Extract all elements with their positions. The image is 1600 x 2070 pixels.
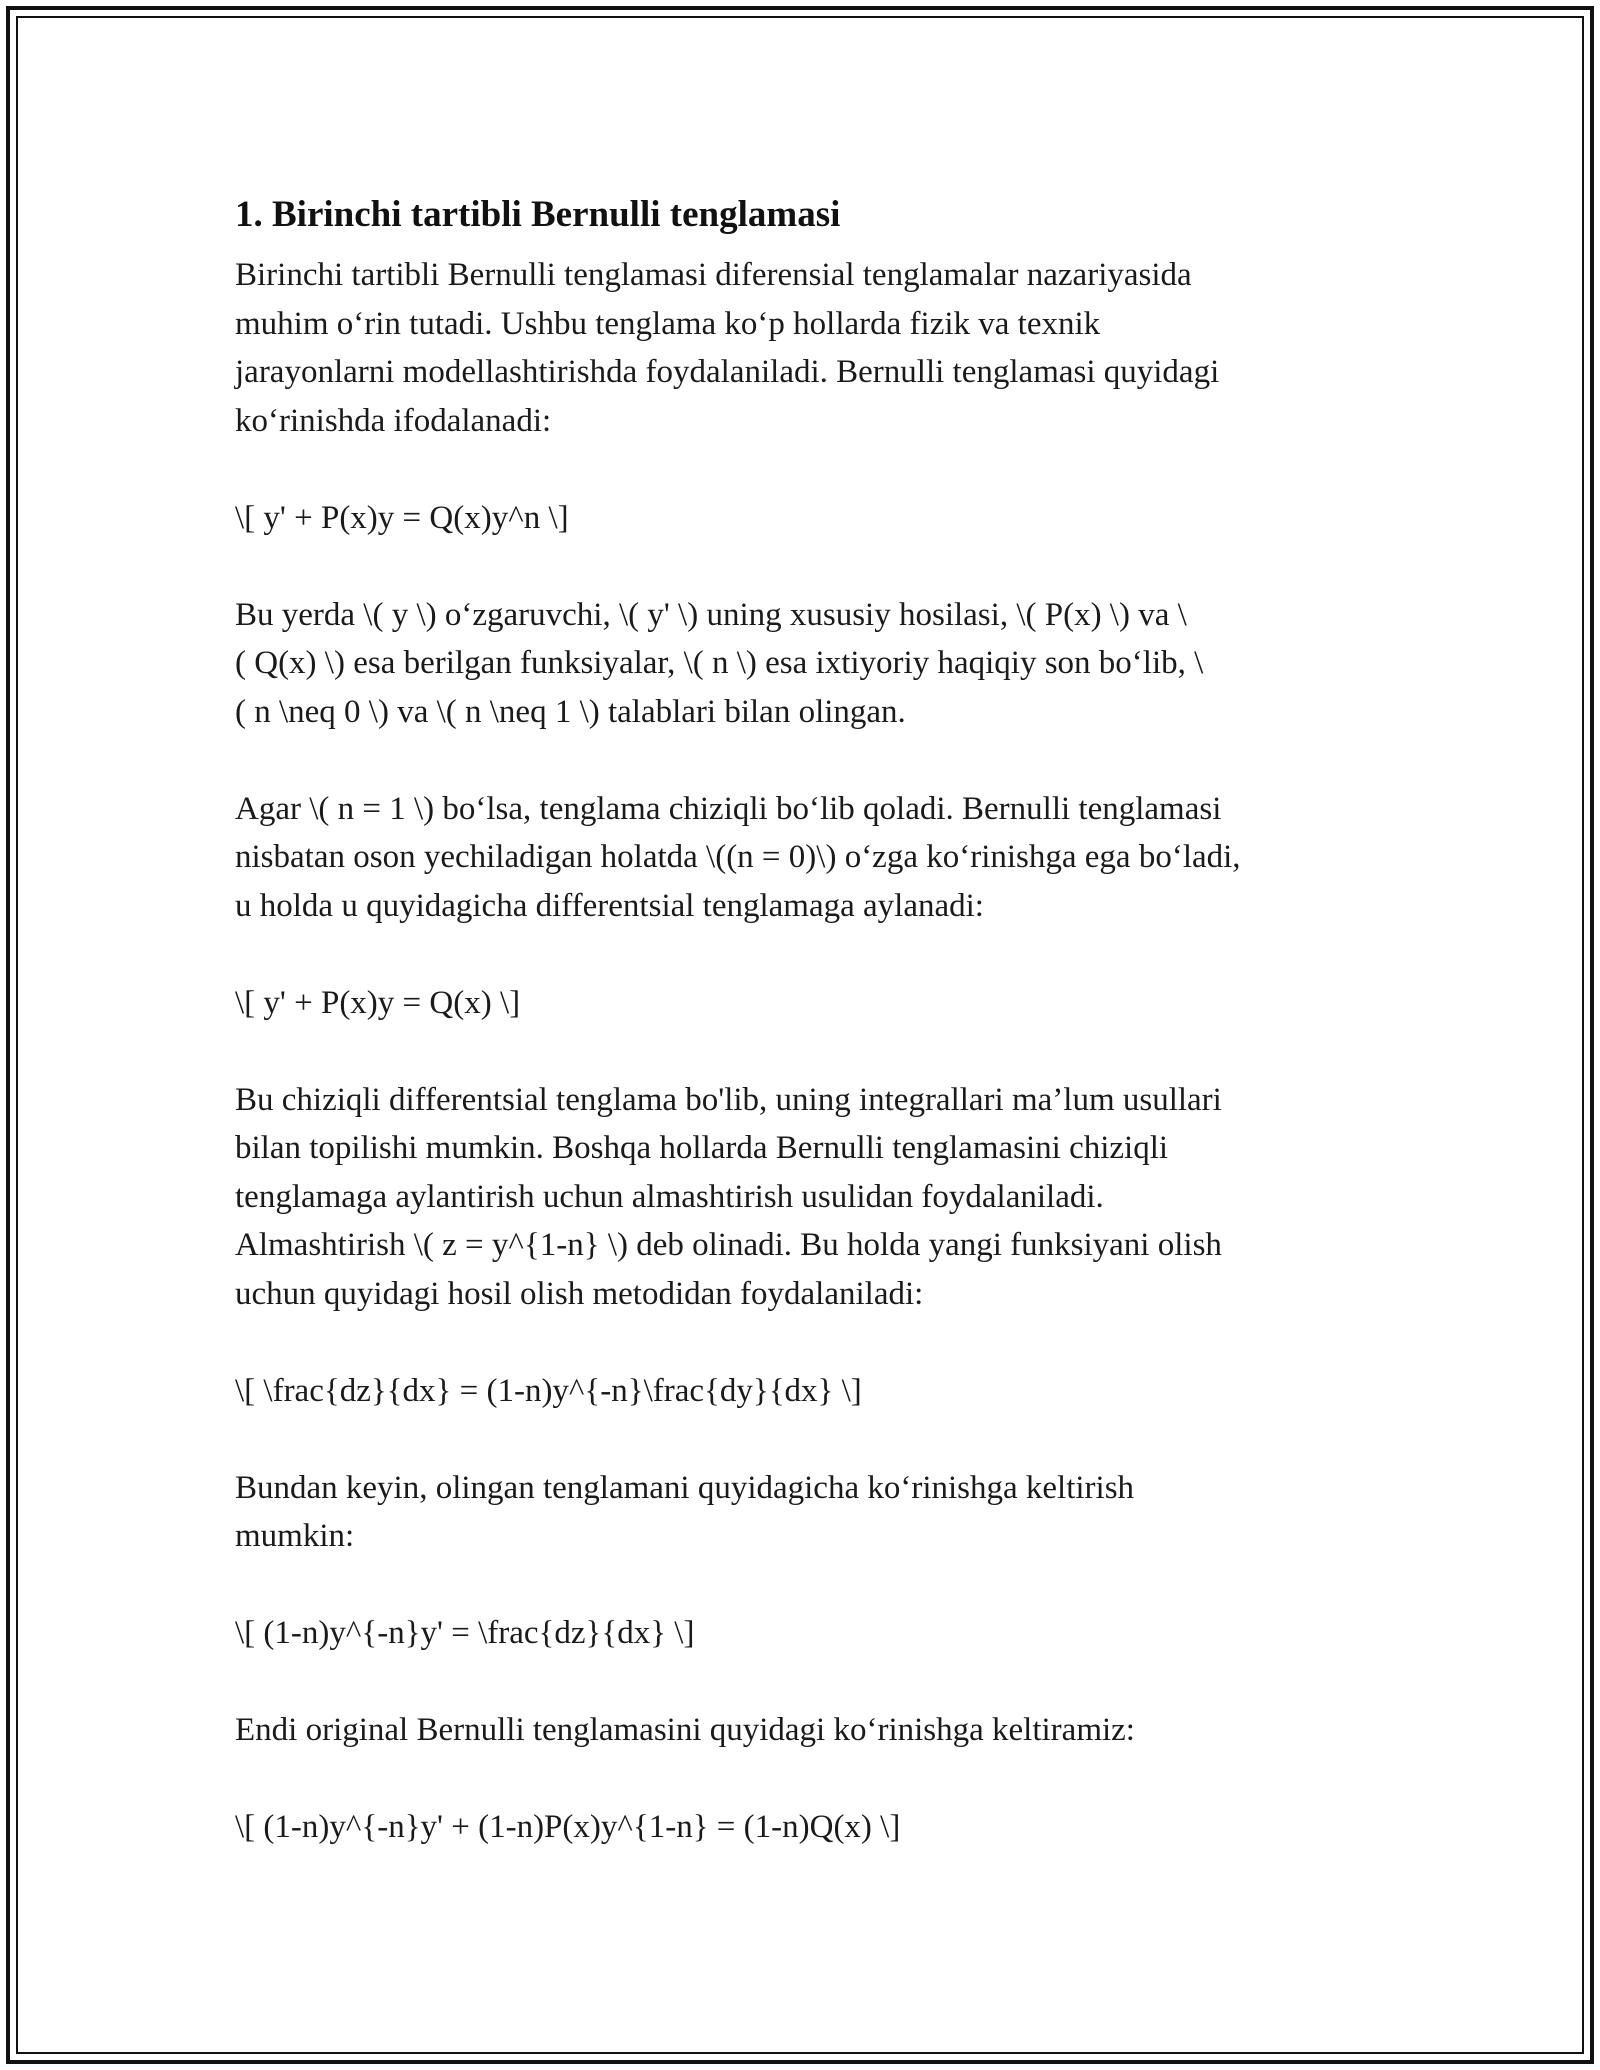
document-content xyxy=(235,187,1365,1900)
paragraph-linear-case: Agar \( n = 1 \) bo‘lsa, tenglama chiziqli bo‘lib qoladi. Bernulli tenglamasi nisbatan oson yechiladigan holatda \((n = 0)\) o‘zga ko‘rinishga ega bo‘ladi, u holda u quyidagicha differentsial tenglamaga aylanadi: xyxy=(235,790,1241,924)
section-heading: 1. Birinchi tartibli Bernulli tenglamasi xyxy=(235,194,841,235)
formula-bernoulli-equation: \[ y' + P(x)y = Q(x)y^n \] xyxy=(235,499,569,536)
paragraph-definitions: Bu yerda \( y \) o‘zgaruvchi, \( y' \) uning xususiy hosilasi, \( P(x) \) va \ ( Q(x) \) esa berilgan funksiyalar, \( n \) esa ixtiyoriy haqiqiy son bo‘lib, \ ( n \neq 0 \) va \( n \neq 1 \) talablari bilan olingan. xyxy=(235,596,1204,730)
formula-linear-equation: \[ y' + P(x)y = Q(x) \] xyxy=(235,984,521,1021)
paragraph-final: Endi original Bernulli tenglamasini quyidagi ko‘rinishga keltiramiz: xyxy=(235,1712,1135,1748)
formula-final: \[ (1-n)y^{-n}y' + (1-n)P(x)y^{1-n} = (1-n)Q(x) \] xyxy=(235,1809,901,1845)
paragraph-substitution: Bu chiziqli differentsial tenglama bo'lib, uning integrallari ma’lum usullari bilan topilishi mumkin. Boshqa hollarda Bernulli tenglamasini chiziqli tenglamaga aylantirish uchun almashtirish usulidan foydalaniladi. Almashtirish \( z = y^{1-n} \) deb olinadi. Bu holda yangi funksiyani olish uchun quyidagi hosil olish metodidan foydalaniladi: xyxy=(235,1081,1222,1312)
paragraph-intro: Birinchi tartibli Bernulli tenglamasi diferensial tenglamalar nazariyasida muhim o‘rin tutadi. Ushbu tenglama ko‘p hollarda fizik va texnik jarayonlarni modellashtirishda foydalaniladi. Bernulli tenglamasi quyidagi ko‘rinishda ifodalanadi: xyxy=(235,257,1220,439)
formula-derivative-substitution: \[ \frac{dz}{dx} = (1-n)y^{-n}\frac{dy}{dx} \] xyxy=(235,1372,862,1409)
paragraph-transform: Bundan keyin, olingan tenglamani quyidagicha ko‘rinishga keltirish mumkin: xyxy=(235,1469,1135,1554)
formula-transformed: \[ (1-n)y^{-n}y' = \frac{dz}{dx} \] xyxy=(235,1615,695,1651)
